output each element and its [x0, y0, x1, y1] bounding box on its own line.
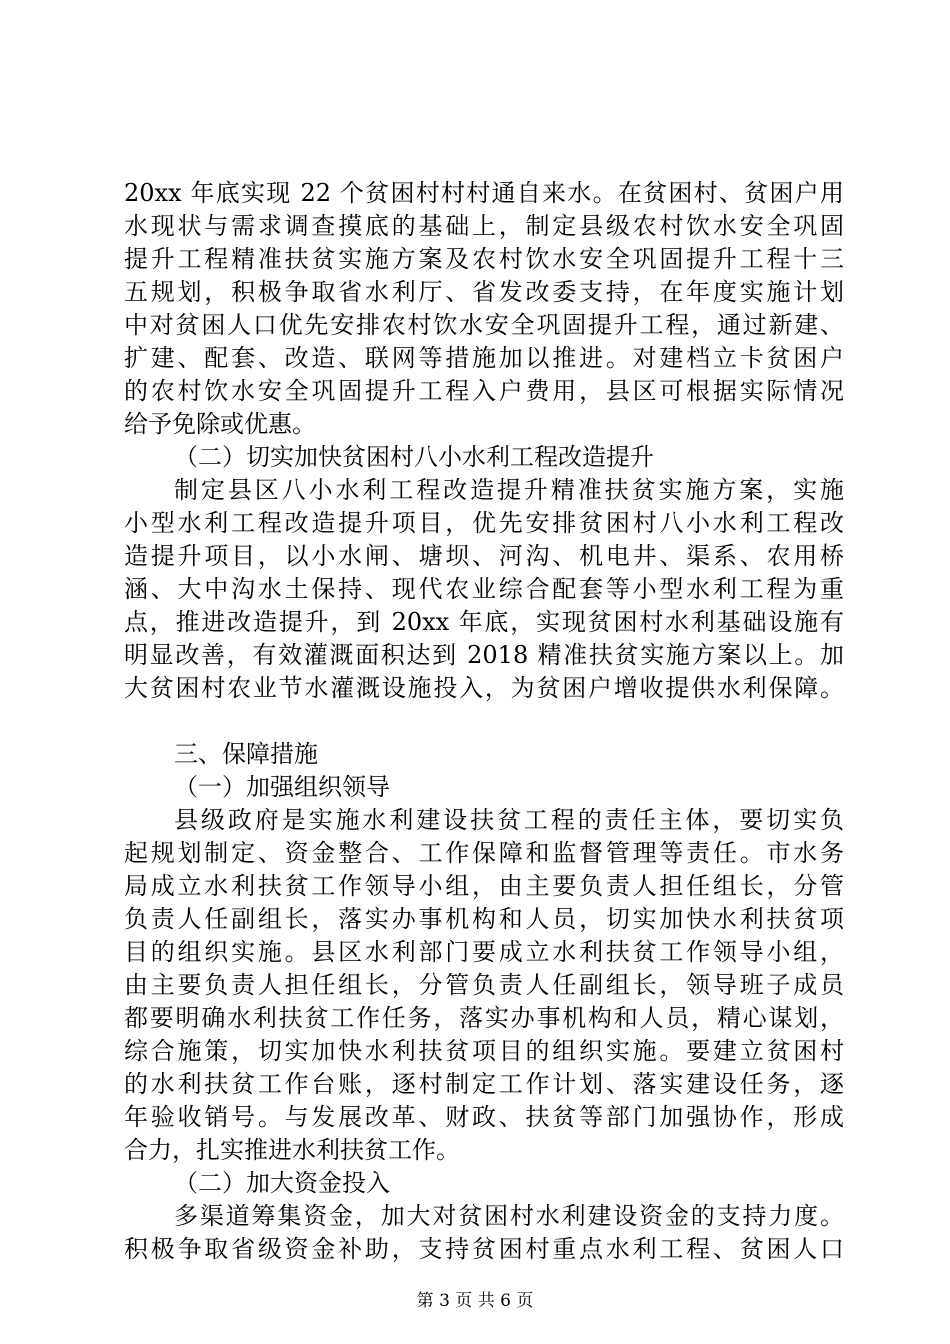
- body-text-line: 大贫困村农业节水灌溉设施投入，为贫困户增收提供水利保障。: [124, 674, 844, 702]
- body-text-line: 局成立水利扶贫工作领导小组，由主要负责人担任组长，分管: [124, 872, 844, 900]
- body-text-line: 的农村饮水安全巩固提升工程入户费用，县区可根据实际情况: [124, 377, 844, 405]
- body-text-line: 提升工程精准扶贫实施方案及农村饮水安全巩固提升工程十三: [124, 245, 844, 273]
- body-text-line: 制定县区八小水利工程改造提升精准扶贫实施方案，实施: [174, 476, 844, 504]
- body-text-line: 扩建、配套、改造、联网等措施加以推进。对建档立卡贫困户: [124, 344, 844, 372]
- body-text-line: 年验收销号。与发展改革、财政、扶贫等部门加强协作，形成: [124, 1103, 844, 1131]
- body-text-line: 涵、大中沟水土保持、现代农业综合配套等小型水利工程为重: [124, 575, 844, 603]
- body-text-line: 给予免除或优惠。: [124, 410, 316, 438]
- body-text-line: 目的组织实施。县区水利部门要成立水利扶贫工作领导小组，: [124, 938, 844, 966]
- body-text-line: 明显改善，有效灌溉面积达到 2018 精准扶贫实施方案以上。加: [124, 641, 844, 669]
- body-text-line: 中对贫困人口优先安排农村饮水安全巩固提升工程，通过新建、: [124, 311, 844, 339]
- body-text-line: 都要明确水利扶贫工作任务，落实办事机构和人员，精心谋划，: [124, 1004, 844, 1032]
- body-text-line: 积极争取省级资金补助，支持贫困村重点水利工程、贫困人口: [124, 1235, 844, 1263]
- body-text-line: 的水利扶贫工作台账，逐村制定工作计划、落实建设任务，逐: [124, 1070, 844, 1098]
- body-text-line: 五规划，积极争取省水利厅、省发改委支持，在年度实施计划: [124, 278, 844, 306]
- body-text-line: 合力，扎实推进水利扶贫工作。: [124, 1136, 460, 1164]
- section-heading: （二）切实加快贫困村八小水利工程改造提升: [174, 443, 654, 471]
- body-text-line: 多渠道筹集资金，加大对贫困村水利建设资金的支持力度。: [174, 1202, 844, 1230]
- body-text-line: 综合施策，切实加快水利扶贫项目的组织实施。要建立贫困村: [124, 1037, 844, 1065]
- page-footer: 第 3 页 共 6 页: [416, 1291, 534, 1311]
- body-text-line: 点，推进改造提升，到 20xx 年底，实现贫困村水利基础设施有: [124, 608, 844, 636]
- body-text-line: 县级政府是实施水利建设扶贫工程的责任主体，要切实负: [174, 806, 844, 834]
- section-heading: （二）加大资金投入: [174, 1169, 390, 1197]
- body-text-line: 20xx 年底实现 22 个贫困村村村通自来水。在贫困村、贫困户用: [124, 179, 844, 207]
- body-text-line: 起规划制定、资金整合、工作保障和监督管理等责任。市水务: [124, 839, 844, 867]
- section-heading: （一）加强组织领导: [174, 773, 390, 801]
- body-text-line: 造提升项目，以小水闸、塘坝、河沟、机电井、渠系、农用桥: [124, 542, 844, 570]
- body-text-line: 小型水利工程改造提升项目，优先安排贫困村八小水利工程改: [124, 509, 844, 537]
- body-text-line: 水现状与需求调查摸底的基础上，制定县级农村饮水安全巩固: [124, 212, 844, 240]
- chapter-heading: 三、保障措施: [174, 740, 318, 768]
- body-text-line: 由主要负责人担任组长，分管负责人任副组长，领导班子成员: [124, 971, 844, 999]
- body-text-line: 负责人任副组长，落实办事机构和人员，切实加快水利扶贫项: [124, 905, 844, 933]
